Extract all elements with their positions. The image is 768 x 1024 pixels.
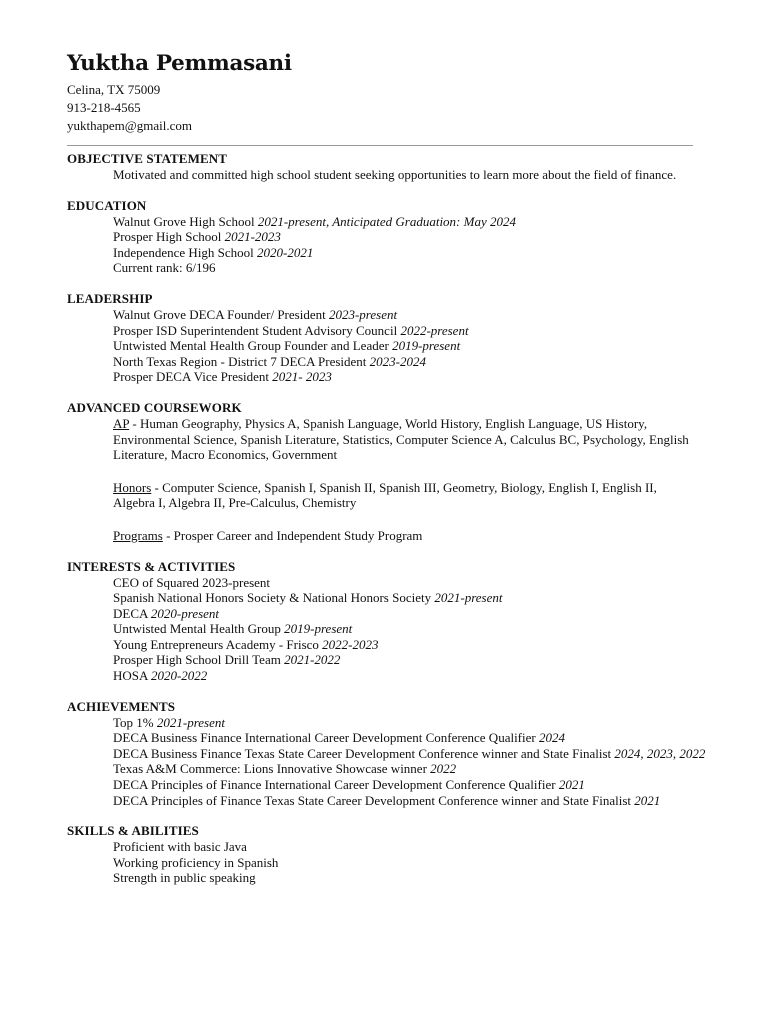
section-title-objective: OBJECTIVE STATEMENT xyxy=(67,151,227,166)
list-item: Top 1% 2021-present xyxy=(113,714,225,730)
list-item: DECA Business Finance International Career Development Conference Qualifier 2024 xyxy=(113,730,565,746)
location: Celina, TX 75009 xyxy=(67,82,161,97)
list-item: North Texas Region - District 7 DECA President 2023-2024 xyxy=(113,353,426,369)
list-item: Current rank: 6/196 xyxy=(113,260,216,276)
skills-section xyxy=(67,823,693,886)
section-title-interests: INTERESTS & ACTIVITIES xyxy=(67,558,236,574)
list-item: Untwisted Mental Health Group Founder and Leader 2019-present xyxy=(113,338,461,354)
list-item: Untwisted Mental Health Group 2019-present xyxy=(113,621,353,637)
list-item: DECA 2020-present xyxy=(113,605,220,621)
objective-text: Motivated and committed high school student seeking opportunities to learn more about the field of finance. xyxy=(113,167,677,182)
honors-courses: Honors - Computer Science, Spanish I, Spanish II, Spanish III, Geometry, Biology, English I, English II, Algebra I, Algebra II, Pre-Calculus, Chemistry xyxy=(113,479,657,511)
resume-header xyxy=(67,50,693,135)
section-title-education: EDUCATION xyxy=(67,197,147,213)
header-divider xyxy=(67,145,693,146)
programs: Programs - Prosper Career and Independent Study Program xyxy=(113,527,423,543)
education-section xyxy=(67,198,693,276)
phone-number: 913-218-4565 xyxy=(67,100,141,115)
list-item: Walnut Grove DECA Founder/ President 2023-present xyxy=(113,306,398,322)
ap-courses: AP - Human Geography, Physics A, Spanish Language, World History, English Language, US History, Environmental Science, Spanish Literature, Statistics, Computer Science A, Calculus BC, Psychology, English Literature, Macro Economics, Government xyxy=(113,415,689,463)
list-item: HOSA 2020-2022 xyxy=(113,668,208,684)
honors-label: Honors xyxy=(113,479,152,495)
section-title-coursework: ADVANCED COURSEWORK xyxy=(67,399,242,415)
programs-label: Programs xyxy=(113,527,163,543)
list-item: Prosper High School Drill Team 2021-2022 xyxy=(113,652,341,668)
coursework-section xyxy=(67,400,693,544)
leadership-section xyxy=(67,291,693,385)
list-item: CEO of Squared 2023-present xyxy=(113,574,271,590)
list-item: Walnut Grove High School 2021-present, Anticipated Graduation: May 2024 xyxy=(113,213,516,229)
list-item: Spanish National Honors Society & National Honors Society 2021-present xyxy=(113,590,503,606)
section-title-achievements: ACHIEVEMENTS xyxy=(67,698,176,714)
achievements-section xyxy=(67,698,706,809)
list-item: DECA Principles of Finance International Career Development Conference Qualifier 2021 xyxy=(113,777,585,793)
candidate-name: Yuktha Pemmasani xyxy=(67,51,292,76)
list-item: Texas A&M Commerce: Lions Innovative Showcase winner 2022 xyxy=(113,761,457,777)
email-address: yukthapem@gmail.com xyxy=(67,118,192,133)
interests-section xyxy=(67,559,693,684)
list-item: Prosper High School 2021-2023 xyxy=(113,229,281,245)
ap-label: AP xyxy=(113,415,130,431)
list-item: Proficient with basic Java xyxy=(113,839,247,855)
section-title-skills: SKILLS & ABILITIES xyxy=(67,823,199,839)
list-item: Young Entrepreneurs Academy - Frisco 2022-2023 xyxy=(113,636,379,652)
section-title-leadership: LEADERSHIP xyxy=(67,290,153,306)
objective-section xyxy=(67,151,693,183)
list-item: DECA Business Finance Texas State Career Development Conference winner and State Finalist 2024, 2023, 2022 xyxy=(113,745,706,761)
list-item: Strength in public speaking xyxy=(113,870,256,886)
list-item: Working proficiency in Spanish xyxy=(113,854,279,870)
list-item: DECA Principles of Finance Texas State Career Development Conference winner and State Finalist 2021 xyxy=(113,792,661,808)
list-item: Prosper ISD Superintendent Student Advisory Council 2022-present xyxy=(113,322,469,338)
list-item: Independence High School 2020-2021 xyxy=(113,244,314,260)
list-item: Prosper DECA Vice President 2021- 2023 xyxy=(113,369,332,385)
